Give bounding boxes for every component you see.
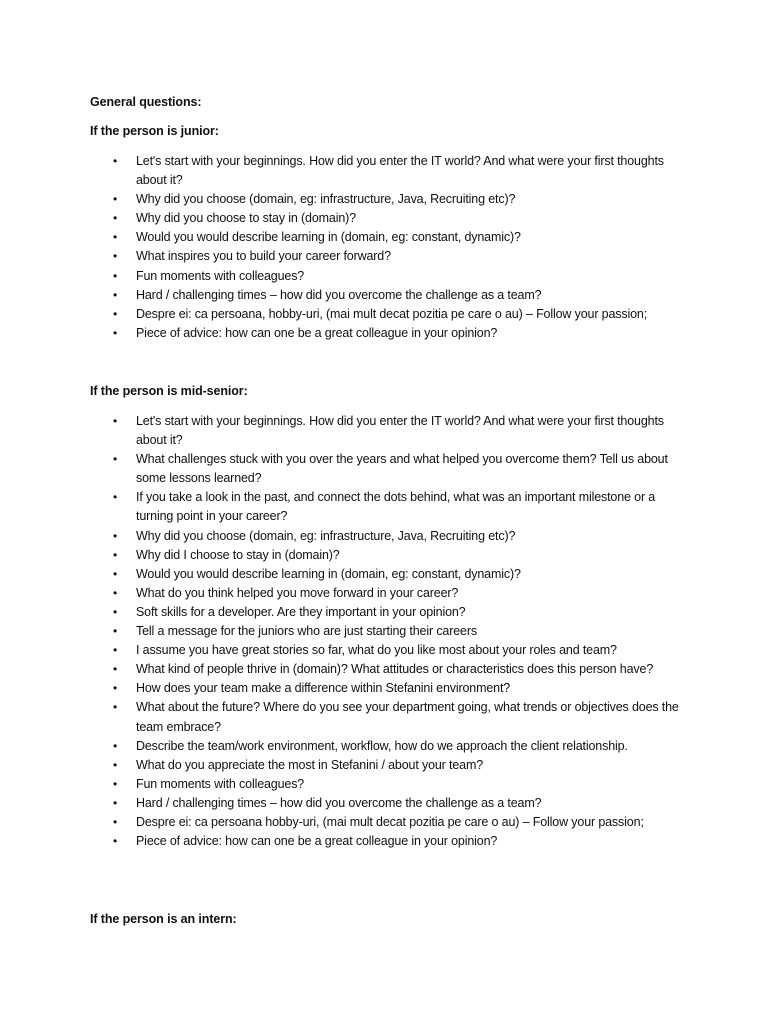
list-item-text: Hard / challenging times – how did you overcome the challenge as a team? [136,795,542,810]
bullet-icon: • [113,268,118,283]
list-item [90,622,690,641]
list-item-text: Why did you choose (domain, eg: infrastructure, Java, Recruiting etc)? [136,192,516,207]
list-item [90,412,690,450]
bullet-icon: • [113,287,118,302]
list-item [90,209,690,228]
list-item [90,286,690,305]
list-item-text: Tell a message for the juniors who are just starting their careers [136,624,477,639]
bullet-icon: • [113,834,118,849]
bullet-icon: • [113,566,118,581]
bullet-icon: • [113,414,118,428]
bullet-icon: • [113,643,118,658]
bullet-icon: • [113,700,118,715]
list-item-text: Let's start with your beginnings. How did you enter the IT world? And what were your first thoughts about it? [136,414,664,448]
junior-section-heading: If the person is junior: [90,124,219,138]
list-item [90,450,690,488]
bullet-icon: • [113,795,118,810]
list-item [90,737,690,756]
list-item-text: Would you would describe learning in (domain, eg: constant, dynamic)? [136,230,521,245]
list-item-text: Piece of advice: how can one be a great colleague in your opinion? [136,834,498,849]
list-item [90,565,690,584]
bullet-icon: • [113,624,118,639]
bullet-icon: • [113,585,118,600]
junior-question-list [90,152,690,343]
bullet-icon: • [113,325,118,340]
list-item-text: What challenges stuck with you over the years and what helped you overcome them? Tell us about some lessons learned? [136,452,668,486]
bullet-icon: • [113,662,118,677]
list-item-text: I assume you have great stories so far, what do you like most about your roles and team? [136,643,617,658]
list-item-text: Soft skills for a developer. Are they important in your opinion? [136,604,466,619]
list-item [90,660,690,679]
bullet-icon: • [113,547,118,562]
mid-senior-section-heading: If the person is mid-senior: [90,384,248,398]
bullet-icon: • [113,452,118,467]
bullet-icon: • [113,776,118,791]
list-item [90,488,690,526]
bullet-icon: • [113,192,118,207]
bullet-icon: • [113,738,118,753]
list-item [90,794,690,813]
bullet-icon: • [113,230,118,245]
bullet-icon: • [113,814,118,829]
bullet-icon: • [113,604,118,619]
list-item [90,267,690,286]
list-item [90,152,690,190]
list-item-text: Despre ei: ca persoana, hobby-uri, (mai mult decat pozitia pe care o au) – Follow your passion; [136,306,648,321]
general-questions-heading: General questions: [90,95,202,109]
list-item-text: Describe the team/work environment, workflow, how do we approach the client relationship. [136,738,628,753]
list-item [90,698,690,736]
bullet-icon: • [113,757,118,772]
list-item-text: What do you appreciate the most in Stefanini / about your team? [136,757,484,772]
bullet-icon: • [113,528,118,543]
bullet-icon: • [113,249,118,264]
list-item [90,832,690,851]
list-item [90,247,690,266]
intern-section-heading: If the person is an intern: [90,912,237,926]
list-item-text: What do you think helped you move forward in your career? [136,585,459,600]
bullet-icon: • [113,306,118,321]
list-item [90,756,690,775]
list-item-text: What about the future? Where do you see your department going, what trends or objectives does the team embrace? [136,700,679,734]
list-item-text: Let's start with your beginnings. How did you enter the IT world? And what were your first thoughts about it? [136,154,664,188]
list-item-text: What kind of people thrive in (domain)? What attitudes or characteristics does this person have? [136,662,654,677]
bullet-icon: • [113,154,118,168]
list-item-text: How does your team make a difference within Stefanini environment? [136,681,511,696]
list-item [90,641,690,660]
list-item [90,305,690,324]
bullet-icon: • [113,490,118,505]
mid-senior-question-list [90,412,690,851]
bullet-icon: • [113,681,118,696]
list-item [90,527,690,546]
list-item [90,584,690,603]
list-item [90,679,690,698]
list-item-text: Would you would describe learning in (domain, eg: constant, dynamic)? [136,566,521,581]
list-item-text: Fun moments with colleagues? [136,776,305,791]
list-item-text: Why did you choose (domain, eg: infrastructure, Java, Recruiting etc)? [136,528,516,543]
list-item [90,775,690,794]
list-item [90,228,690,247]
list-item [90,813,690,832]
list-item [90,546,690,565]
list-item-text: What inspires you to build your career forward? [136,249,391,264]
list-item-text: Piece of advice: how can one be a great colleague in your opinion? [136,325,498,340]
list-item-text: Why did you choose to stay in (domain)? [136,211,356,226]
list-item [90,190,690,209]
list-item [90,603,690,622]
list-item [90,324,690,343]
list-item-text: Despre ei: ca persoana hobby-uri, (mai mult decat pozitia pe care o au) – Follow your passion; [136,814,644,829]
bullet-icon: • [113,211,118,226]
list-item-text: Fun moments with colleagues? [136,268,305,283]
list-item-text: Why did I choose to stay in (domain)? [136,547,340,562]
list-item-text: If you take a look in the past, and connect the dots behind, what was an important milestone or a turning point in your career? [136,490,656,524]
list-item-text: Hard / challenging times – how did you overcome the challenge as a team? [136,287,542,302]
